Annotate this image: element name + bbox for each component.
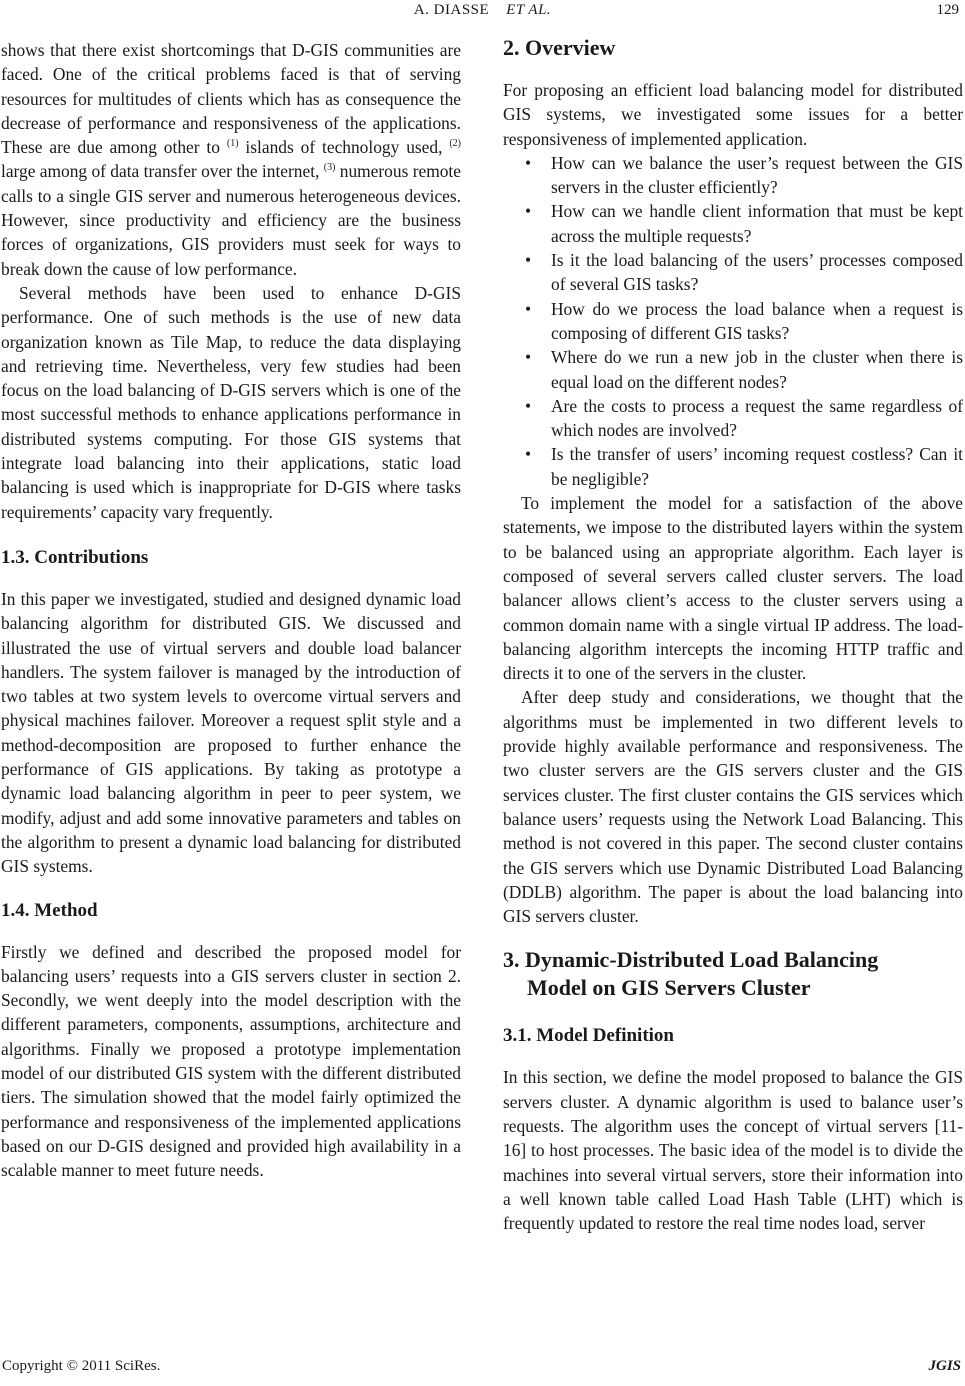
- header-author: A. DIASSE: [413, 2, 490, 18]
- journal-name: JGIS: [928, 1358, 961, 1374]
- heading-overview: 2. Overview: [503, 35, 616, 60]
- list-item: [503, 345, 963, 394]
- left-column: [1, 38, 461, 1182]
- bullet-icon: •: [525, 444, 532, 465]
- running-header: [0, 0, 965, 24]
- running-title: [0, 2, 965, 19]
- heading-contributions: 1.3. Contributions: [1, 546, 149, 568]
- heading-ddlb-line1: 3. Dynamic-Distributed Load Balancing: [503, 947, 879, 973]
- paragraph-model-definition: In this section, we define the model proposed to balance the GIS servers cluster. A dynamic algorithm is used to balance user’s requests. The algorithm uses the concept of virtual servers [11-16] to host processes. The basic idea of the model is to divide the machines into several virtual servers, store their information into a well known table called Load Hash Table (LHT) which is frequently updated to restore the real time nodes load, server: [503, 1067, 963, 1234]
- bullet-icon: •: [525, 250, 532, 271]
- list-item: [503, 248, 963, 297]
- heading-ddlb-line2: Model on GIS Servers Cluster: [527, 975, 811, 1001]
- header-et-al: ET AL.: [506, 2, 552, 18]
- heading-ddlb: [503, 946, 963, 1002]
- heading-method: 1.4. Method: [1, 899, 98, 921]
- list-item-text: How can we balance the user’s request between the GIS servers in the cluster efficiently?: [551, 152, 963, 198]
- paragraph-deep-study: After deep study and considerations, we thought that the algorithms must be implemented in two different levels to provide highly available performance and responsiveness. The two cluster servers are the GIS servers cluster and the GIS services cluster. The first cluster contains the GIS services which balance users’ requests using the Network Load Balancing. This method is not covered in this paper. The second cluster contains the GIS servers which use Dynamic Distributed Load Balancing (DDLB) algorithm. The paper is about the load balancing into GIS servers cluster.: [503, 687, 963, 927]
- text-run: islands of technology used,: [238, 137, 450, 158]
- list-item-text: Is it the load balancing of the users’ processes composed of several GIS tasks?: [551, 250, 963, 295]
- paragraph-shortcomings: [1, 38, 461, 281]
- right-column: [503, 35, 963, 1235]
- list-item: [503, 151, 963, 200]
- bullet-icon: •: [525, 347, 532, 368]
- text-run: numerous remote calls to a single GIS server and numerous heterogeneous devices. However, since productivity and efficiency are the business forces of organizations, GIS providers must seek for ways to break down the cause of low performance.: [1, 161, 461, 279]
- list-item: [503, 297, 963, 346]
- text-run: large among of data transfer over the internet,: [1, 161, 324, 182]
- paragraph-implement-model: To implement the model for a satisfaction of the above statements, we impose to the distributed layers within the system to be balanced using an appropriate algorithm. Each layer is composed of several servers called cluster servers. The load balancer allows client’s access to the cluster servers using a common domain name with a single virtual IP address. The load-balancing algorithm intercepts the incoming HTTP traffic and directs it to one of the servers in the cluster.: [503, 493, 963, 684]
- superscript-2: (2): [449, 138, 461, 150]
- bullet-icon: •: [525, 298, 532, 319]
- paragraph-several-methods: Several methods have been used to enhance D-GIS performance. One of such methods is the use of new data organization known as Tile Map, to reduce the data displaying and retrieving time. Nevertheless, very few studies had been focus on the load balancing of D-GIS servers which is one of the most successful methods to enhance applications performance in distributed systems computing. For those GIS systems that integrate load balancing into their applications, static load balancing is used which is inappropriate for D-GIS where tasks requirements’ capacity vary frequently.: [1, 282, 461, 522]
- list-item-text: How can we handle client information that must be kept across the multiple requests?: [551, 201, 963, 246]
- list-item-text: Are the costs to process a request the same regardless of which nodes are involved?: [551, 395, 963, 441]
- heading-model-definition: 3.1. Model Definition: [503, 1025, 674, 1047]
- paragraph-method: Firstly we defined and described the proposed model for balancing users’ requests into a GIS servers cluster in section 2. Secondly, we went deeply into the model description with the different parameters, components, assumptions, architecture and algorithms. Finally we proposed a prototype implementation model of our distributed GIS system with the different distributed tiers. The simulation showed that the model fairly optimized the performance and responsiveness of the implemented applications based on our D-GIS designed and provided high availability in a scalable manner to meet future needs.: [1, 941, 461, 1181]
- list-item: [503, 442, 963, 491]
- superscript-3: (3): [323, 162, 336, 174]
- paragraph-contributions: In this paper we investigated, studied and designed dynamic load balancing algorithm for distributed GIS. We discussed and illustrated the use of virtual servers and double load balancer handlers. The system failover is managed by the introduction of two tables at two system levels to overcome virtual servers and physical machines failover. Moreover a request split style and a method-decomposition are proposed to further enhance the performance of GIS applications. By taking as prototype a dynamic load balancing algorithm in peer to peer system, we modify, adjust and add some innovative parameters and tables on the algorithm to present a dynamic load balancing for distributed GIS systems.: [1, 588, 461, 877]
- text-run: shows that there exist shortcomings that D-GIS communities are faced. One of the critical problems faced is that of serving resources for multitudes of clients which has as consequence the decrease of performance and responsiveness of the applications. These are due among other to: [1, 40, 461, 158]
- list-item-text: How do we process the load balance when a request is composing of different GIS tasks?: [551, 298, 963, 343]
- bullet-icon: •: [525, 152, 532, 173]
- page-number: 129: [936, 2, 959, 18]
- copyright-notice: Copyright © 2011 SciRes.: [2, 1358, 161, 1374]
- paragraph-overview: For proposing an efficient load balancing model for distributed GIS systems, we investigated some issues for a better responsiveness of implemented application.: [503, 80, 963, 149]
- list-item-text: Is the transfer of users’ incoming request costless? Can it be negligible?: [551, 444, 963, 489]
- superscript-1: (1): [226, 138, 239, 150]
- list-item: [503, 199, 963, 248]
- bullet-icon: •: [525, 395, 532, 416]
- question-list: [503, 151, 963, 491]
- bullet-icon: •: [525, 201, 532, 222]
- list-item: [503, 394, 963, 443]
- list-item-text: Where do we run a new job in the cluster when there is equal load on the different nodes?: [551, 347, 963, 392]
